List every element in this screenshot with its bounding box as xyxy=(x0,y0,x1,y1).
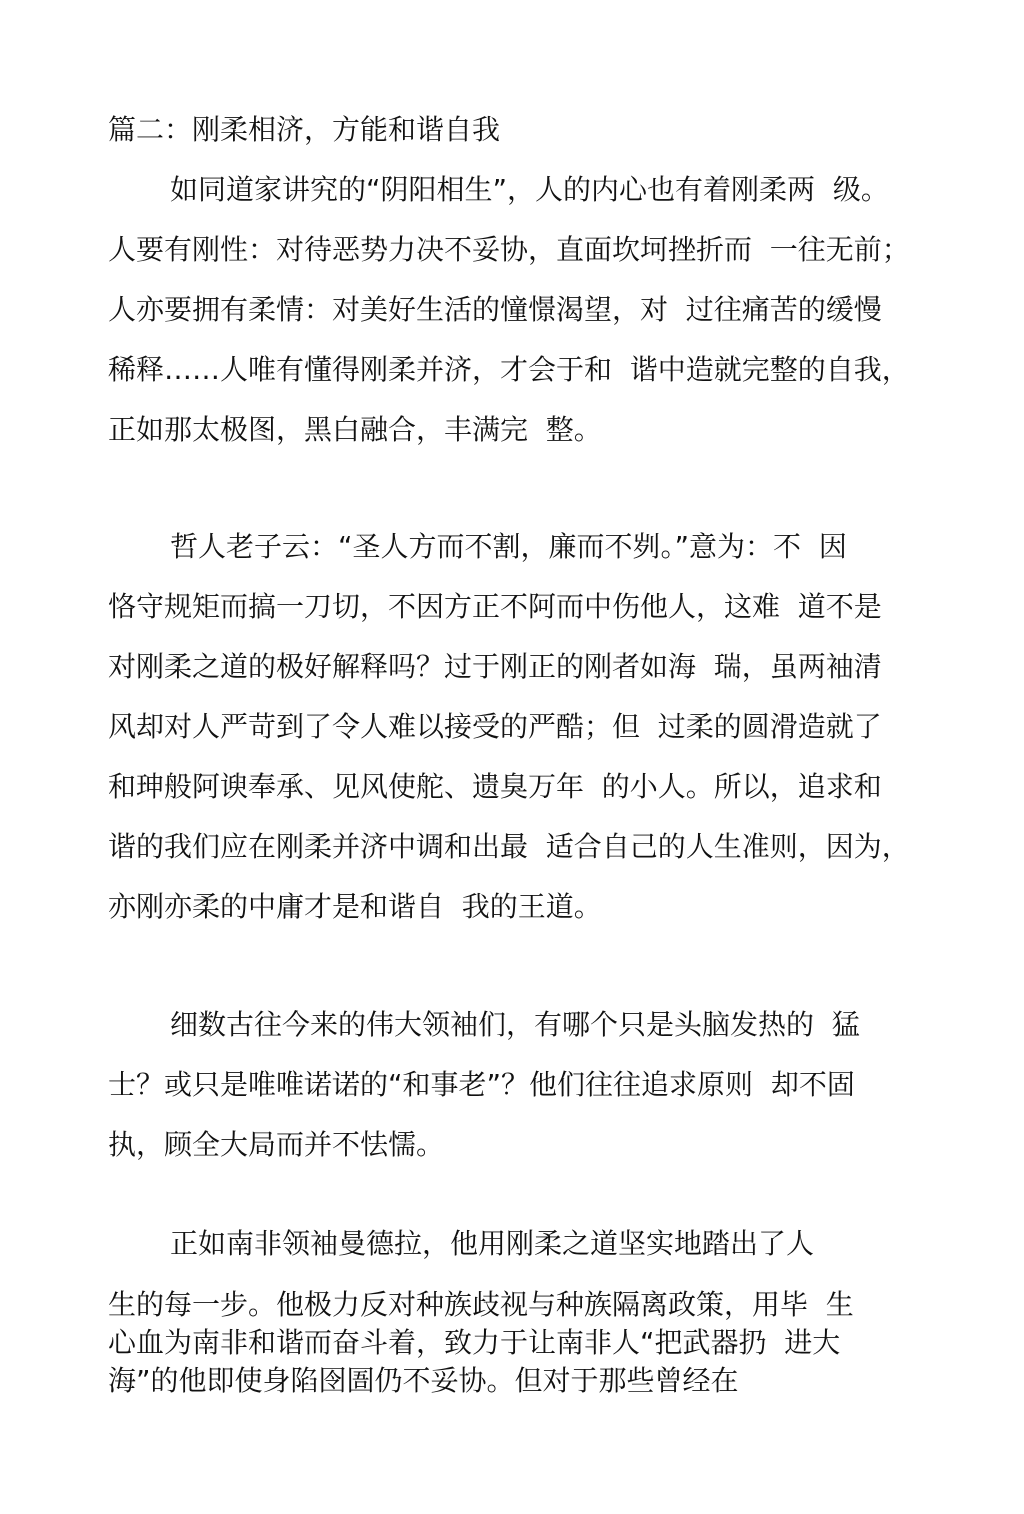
paragraph-1-line-2: 人要有刚性：对待恶势力决不妥协，直面坎坷挫折而 一往无前； xyxy=(108,233,910,266)
paragraph-4-line-2: 生的每一步。他极力反对种族歧视与种族隔离政策，用毕 生 xyxy=(108,1288,854,1321)
paragraph-3-line-1: 细数古往今来的伟大领袖们，有哪个只是头脑发热的 猛 xyxy=(170,1008,860,1041)
paragraph-4-line-1: 正如南非领袖曼德拉，他用刚柔之道坚实地踏出了人 xyxy=(170,1227,815,1260)
paragraph-1-line-4: 稀释……人唯有懂得刚柔并济，才会于和 谐中造就完整的自我， xyxy=(108,353,910,386)
document-heading: 篇二：刚柔相济，方能和谐自我 xyxy=(108,113,501,146)
paragraph-4-line-4: 海”的他即使身陷囹圄仍不妥协。但对于那些曾经在 xyxy=(108,1364,739,1397)
paragraph-2-line-6: 谐的我们应在刚柔并济中调和出最 适合自己的人生准则，因为， xyxy=(108,830,910,863)
paragraph-1-line-3: 人亦要拥有柔情：对美好生活的憧憬渴望，对 过往痛苦的缓慢 xyxy=(108,293,882,326)
paragraph-2-line-3: 对刚柔之道的极好解释吗？过于刚正的刚者如海 瑞，虽两袖清 xyxy=(108,650,882,683)
paragraph-4-line-3: 心血为南非和谐而奋斗着，致力于让南非人“把武器扔 进大 xyxy=(108,1326,841,1359)
paragraph-3-line-2: 士？或只是唯唯诺诺的“和事老”？他们往往追求原则 却不固 xyxy=(108,1068,855,1101)
paragraph-1-line-5: 正如那太极图，黑白融合，丰满完 整。 xyxy=(108,413,602,446)
paragraph-2-line-5: 和珅般阿谀奉承、见风使舵、遗臭万年 的小人。所以，追求和 xyxy=(108,770,882,803)
paragraph-1-line-1: 如同道家讲究的“阴阳相生”，人的内心也有着刚柔两 级。 xyxy=(170,173,889,206)
paragraph-2-line-7: 亦刚亦柔的中庸才是和谐自 我的王道。 xyxy=(108,890,602,923)
paragraph-2-line-1: 哲人老子云：“圣人方而不割，廉而不刿。”意为：不 因 xyxy=(170,530,847,563)
paragraph-2-line-2: 恪守规矩而搞一刀切，不因方正不阿而中伤他人，这难 道不是 xyxy=(108,590,882,623)
paragraph-2-line-4: 风却对人严苛到了令人难以接受的严酷；但 过柔的圆滑造就了 xyxy=(108,710,882,743)
paragraph-3-line-3: 执，顾全大局而并不怯懦。 xyxy=(108,1128,445,1161)
